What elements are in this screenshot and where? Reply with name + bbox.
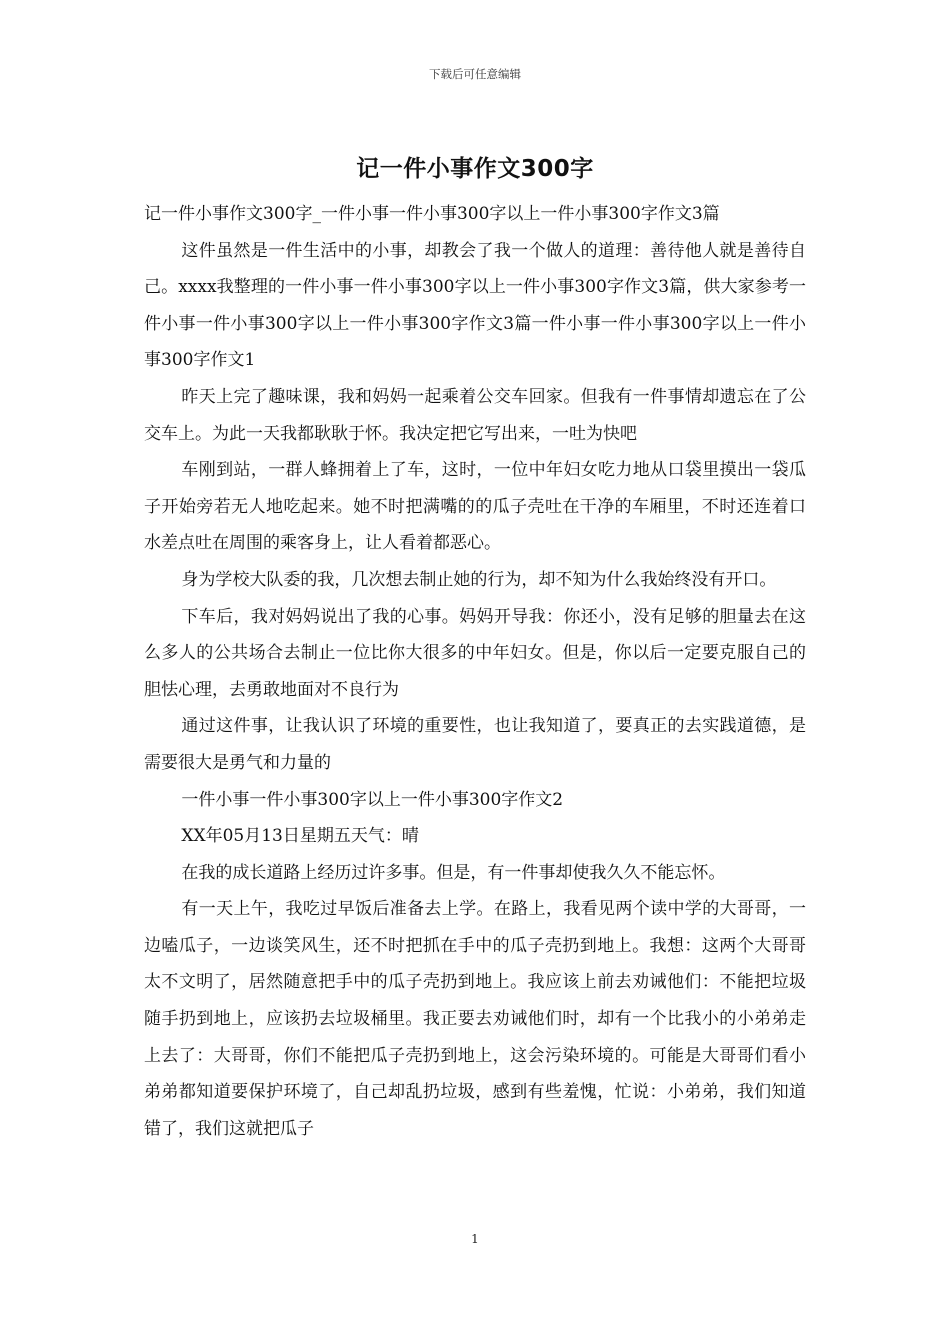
article-body [144, 196, 806, 1147]
date-line: XX年05月13日星期五天气：晴 [181, 826, 419, 847]
section-heading: 一件小事一件小事300字以上一件小事300字作文2 [181, 789, 564, 810]
header-note: 下载后可任意编辑 [429, 67, 521, 81]
paragraph: 车刚到站，一群人蜂拥着上了车，这时，一位中年妇女吃力地从口袋里摸出一袋瓜子开始旁若无人地吃起来。她不时把满嘴的的瓜子壳吐在干净的车厢里，不时还连着口水差点吐在周围的乘客身上，让人看着都恶心。 [144, 460, 806, 554]
subtitle-paragraph: 记一件小事作文300字_一件小事一件小事300字以上一件小事300字作文3篇 [144, 204, 720, 224]
page-title: 记一件小事作文300字 [356, 156, 594, 182]
paragraph: 有一天上午，我吃过早饭后准备去上学。在路上，我看见两个读中学的大哥哥，一边嗑瓜子，一边谈笑风生，还不时把抓在手中的瓜子壳扔到地上。我想：这两个大哥哥太不文明了，居然随意把手中的瓜子壳扔到地上。我应该上前去劝诫他们：不能把垃圾随手扔到地上，应该扔去垃圾桶里。我正要去劝诫他们时，却有一个比我小的小弟弟走上去了：大哥哥，你们不能把瓜子壳扔到地上，这会污染环境的。可能是大哥哥们看小弟弟都知道要保护环境了，自己却乱扔垃圾，感到有些羞愧，忙说：小弟弟，我们知道错了，我们这就把瓜子 [144, 899, 806, 1139]
paragraph: 昨天上完了趣味课，我和妈妈一起乘着公交车回家。但我有一件事情却遗忘在了公交车上。为此一天我都耿耿于怀。我决定把它写出来，一吐为快吧 [144, 386, 806, 444]
page-number: 1 [471, 1232, 479, 1246]
paragraph: 这件虽然是一件生活中的小事，却教会了我一个做人的道理：善待他人就是善待自己。xxxx我整理的一件小事一件小事300字以上一件小事300字作文3篇，供大家参考一件小事一件小事300字以上一件小事300字作文3篇一件小事一件小事300字以上一件小事300字作文1 [144, 240, 806, 371]
paragraph: 下车后，我对妈妈说出了我的心事。妈妈开导我：你还小，没有足够的胆量去在这么多人的公共场合去制止一位比你大很多的中年妇女。但是，你以后一定要克服自己的胆怯心理，去勇敢地面对不良行为 [144, 606, 806, 700]
paragraph: 在我的成长道路上经历过许多事。但是，有一件事却使我久久不能忘怀。 [181, 862, 726, 883]
paragraph: 身为学校大队委的我，几次想去制止她的行为，却不知为什么我始终没有开口。 [181, 569, 777, 590]
paragraph: 通过这件事，让我认识了环境的重要性，也让我知道了，要真正的去实践道德，是需要很大是勇气和力量的 [144, 716, 806, 773]
